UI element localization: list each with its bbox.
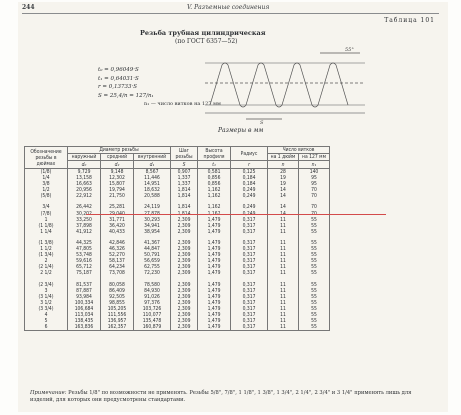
table-cell: 0,249	[231, 193, 268, 199]
table-cell: 0,317	[231, 282, 268, 288]
table-cell: 30,202	[68, 211, 101, 217]
table-cell: 46,326	[101, 246, 134, 252]
table-cell: 4	[25, 312, 68, 318]
thread-profile-figure	[200, 43, 370, 125]
table-cell: 55	[299, 294, 330, 300]
table-cell: 1,479	[198, 240, 231, 246]
table-cell: 1	[25, 217, 68, 223]
table-cell: 2 1/2	[25, 270, 68, 276]
table-cell: 95	[299, 181, 330, 187]
table-cell: 1 1/4	[25, 229, 68, 235]
table-cell: 0,317	[231, 294, 268, 300]
table-cell: 70	[299, 211, 330, 217]
table-cell: 37,898	[68, 223, 101, 229]
table-cell: 1,479	[198, 223, 231, 229]
table-cell: 0,907	[171, 169, 198, 176]
table-cell: 19,794	[101, 187, 134, 193]
table-cell: 19	[268, 175, 299, 181]
table-cell: 3/8	[25, 181, 68, 187]
table-cell: 11	[268, 312, 299, 318]
table-cell: 11	[268, 217, 299, 223]
table-cell: 1,479	[198, 270, 231, 276]
table-cell: 0,317	[231, 252, 268, 258]
table-cell: 24,119	[134, 204, 171, 210]
formula-t0: t₀ = 0,96049·S	[98, 67, 139, 73]
note-text: Резьбы 1/8" по возможности не применять. Резьбы 5/8", 7/8", 1 1/8", 1 3/8", 1 3/4", 2 1/4", 2 3/4" и 3 1/4" применять лишь для изделий, для которых они предусмотрены стандартами.	[30, 390, 412, 403]
table-cell: 14	[268, 211, 299, 217]
table-cell: 0,317	[231, 229, 268, 235]
table-cell: 11	[268, 270, 299, 276]
table-cell: 81,537	[68, 282, 101, 288]
table-cell: 13,158	[68, 175, 101, 181]
table-cell: 1,479	[198, 318, 231, 324]
table-cell: 1,479	[198, 288, 231, 294]
col-diameter: Диаметр резьбы	[68, 147, 171, 154]
table-cell: 11	[268, 264, 299, 270]
col-turns: Число витков	[268, 147, 330, 154]
table-cell: 1,479	[198, 246, 231, 252]
table-cell: 5	[25, 318, 68, 324]
table-cell: 0,317	[231, 223, 268, 229]
table-cell: 80,058	[101, 282, 134, 288]
col-radius: Радиус	[231, 147, 268, 161]
dimensions-caption: Размеры в мм	[218, 127, 264, 134]
table-cell: 86,409	[101, 288, 134, 294]
figure-label-s: S	[260, 120, 264, 125]
table-cell: 56,659	[134, 258, 171, 264]
table-cell: 1,479	[198, 306, 231, 312]
table-cell: 55	[299, 258, 330, 264]
table-cell: 0,317	[231, 258, 268, 264]
table-cell: 11	[268, 223, 299, 229]
table-cell: (5/8)	[25, 193, 68, 199]
table-cell: 106,684	[68, 306, 101, 312]
table-cell: 14	[268, 187, 299, 193]
table-cell: 0,249	[231, 187, 268, 193]
table-cell: 2,309	[171, 294, 198, 300]
table-cell: 55	[299, 318, 330, 324]
table-cell: 1,162	[198, 204, 231, 210]
table-cell: 44,325	[68, 240, 101, 246]
table-cell: (1/8)	[25, 169, 68, 176]
table-cell: 31,771	[101, 217, 134, 223]
table-cell: 162,357	[101, 324, 134, 331]
table-cell: 2,309	[171, 252, 198, 258]
table-cell: 25,281	[101, 204, 134, 210]
col-per-127: на 127 мм	[299, 154, 330, 161]
table-cell: 53,748	[68, 252, 101, 258]
table-cell: 58,137	[101, 258, 134, 264]
table-cell: 2,309	[171, 223, 198, 229]
table-cell: 2,309	[171, 229, 198, 235]
table-cell: 2,309	[171, 282, 198, 288]
table-cell: 113,034	[68, 312, 101, 318]
table-cell: 20,956	[68, 187, 101, 193]
table-cell: 55	[299, 264, 330, 270]
table-cell: 140	[299, 169, 330, 176]
table-cell: 38,954	[134, 229, 171, 235]
table-cell: 11	[268, 258, 299, 264]
red-highlight-line	[86, 214, 386, 215]
table-cell: 1,479	[198, 312, 231, 318]
table-cell: (2 1/4)	[25, 264, 68, 270]
table-cell: 12,302	[101, 175, 134, 181]
table-cell: 2,309	[171, 288, 198, 294]
table-cell: (3 1/4)	[25, 294, 68, 300]
table-cell: 92,505	[101, 294, 134, 300]
table-cell: 1,479	[198, 252, 231, 258]
table-cell: 30,293	[134, 217, 171, 223]
table-cell: 11	[268, 318, 299, 324]
sym-t1: t₁	[198, 161, 231, 169]
table-cell: 100,334	[68, 300, 101, 306]
table-cell: 11	[268, 252, 299, 258]
table-cell: 11	[268, 300, 299, 306]
table-cell: 3 1/2	[25, 300, 68, 306]
table-cell: 1,479	[198, 217, 231, 223]
table-cell: 15,807	[101, 181, 134, 187]
table-cell: 55	[299, 240, 330, 246]
page-number: 244	[22, 4, 35, 11]
table-cell: 1/2	[25, 187, 68, 193]
table-cell: 0,317	[231, 324, 268, 331]
table-cell: 2,309	[171, 258, 198, 264]
table-cell: 55	[299, 229, 330, 235]
table-cell: 55	[299, 312, 330, 318]
table-cell: 9,729	[68, 169, 101, 176]
table-cell: 0,317	[231, 288, 268, 294]
table-cell: 11	[268, 324, 299, 331]
table-cell: 11	[268, 306, 299, 312]
table-cell: 1,479	[198, 264, 231, 270]
table-cell: 78,580	[134, 282, 171, 288]
col-per-inch: на 1 дюйм	[268, 154, 299, 161]
sym-n1: n₁	[299, 161, 330, 169]
table-cell: 2,309	[171, 217, 198, 223]
table-cell: 22,912	[68, 193, 101, 199]
table-cell: 11	[268, 282, 299, 288]
table-cell: 70	[299, 193, 330, 199]
table-cell: 14,951	[134, 181, 171, 187]
table-cell: 1,479	[198, 282, 231, 288]
table-cell: 55	[299, 223, 330, 229]
table-cell: 0,249	[231, 204, 268, 210]
section-title: V. Разъемные соединения	[187, 4, 270, 11]
table-cell: 36,420	[101, 223, 134, 229]
table-cell: 160,879	[134, 324, 171, 331]
table-cell: 55	[299, 282, 330, 288]
table-cell: 84,930	[134, 288, 171, 294]
table-cell: (2 3/4)	[25, 282, 68, 288]
table-cell: 103,726	[134, 306, 171, 312]
table-cell: 14	[268, 204, 299, 210]
table-row	[25, 169, 330, 176]
table-cell: 55	[299, 288, 330, 294]
table-cell: 75,187	[68, 270, 101, 276]
table-cell: 1,162	[198, 211, 231, 217]
table-subtitle: (по ГОСТ 6357—52)	[175, 38, 238, 45]
table-cell: 50,791	[134, 252, 171, 258]
table-cell: 1,814	[171, 204, 198, 210]
table-cell: 2,309	[171, 270, 198, 276]
table-cell: 55	[299, 270, 330, 276]
table-cell: 91,026	[134, 294, 171, 300]
table-cell: 97,376	[134, 300, 171, 306]
table-label: Таблица 101	[384, 17, 435, 24]
table-cell: 2	[25, 258, 68, 264]
sym-r: r	[231, 161, 268, 169]
table-cell: 11	[268, 288, 299, 294]
table-cell: 111,556	[101, 312, 134, 318]
table-cell: 55	[299, 306, 330, 312]
table-cell: 70	[299, 187, 330, 193]
formula-t1: t₁ = 0,64031·S	[98, 75, 139, 82]
table-cell: 138,435	[68, 318, 101, 324]
formula-s: S = 25,4/n = 127/n₁	[98, 92, 154, 99]
table-cell: 62,755	[134, 264, 171, 270]
table-cell: 41,367	[134, 240, 171, 246]
table-cell: 0,317	[231, 217, 268, 223]
table-cell: 0,856	[198, 175, 231, 181]
table-cell: 44,847	[134, 246, 171, 252]
table-cell: 16,663	[68, 181, 101, 187]
table-cell: 0,125	[231, 169, 268, 176]
table-cell: 42,846	[101, 240, 134, 246]
table-cell: 14	[268, 193, 299, 199]
table-cell: 0,317	[231, 246, 268, 252]
col-pitch: Шаг резьбы	[171, 147, 198, 161]
table-cell: 95	[299, 175, 330, 181]
table-cell: 1,337	[171, 181, 198, 187]
table-cell: 33,250	[68, 217, 101, 223]
table-body	[25, 169, 330, 331]
table-cell: 98,855	[101, 300, 134, 306]
table-cell: 1,814	[171, 211, 198, 217]
table-cell: 55	[299, 300, 330, 306]
table-cell: 52,270	[101, 252, 134, 258]
table-cell: 1/4	[25, 175, 68, 181]
table-cell: 55	[299, 252, 330, 258]
formula-note: n₁ — число витков на 127 мм	[144, 101, 221, 107]
table-cell: 34,941	[134, 223, 171, 229]
table-cell: 1 1/2	[25, 246, 68, 252]
table-cell: 11	[268, 294, 299, 300]
table-cell: 55	[299, 217, 330, 223]
table-cell: 0,317	[231, 240, 268, 246]
thread-spec-table	[24, 146, 330, 331]
table-cell: 0,249	[231, 211, 268, 217]
table-cell: 70	[299, 204, 330, 210]
note-lead: Примечание:	[30, 390, 67, 396]
table-cell: 29,040	[101, 211, 134, 217]
table-cell: 2,309	[171, 306, 198, 312]
table-cell: 0,581	[198, 169, 231, 176]
table-cell: 135,478	[134, 318, 171, 324]
table-cell: 40,433	[101, 229, 134, 235]
table-cell: 1,479	[198, 324, 231, 331]
table-cell: 0,317	[231, 264, 268, 270]
table-cell: 0,184	[231, 175, 268, 181]
table-cell: (1 3/4)	[25, 252, 68, 258]
table-cell: 110,077	[134, 312, 171, 318]
table-cell: 11,446	[134, 175, 171, 181]
table-cell: 55	[299, 324, 330, 331]
table-cell: 65,712	[68, 264, 101, 270]
table-cell: 1,479	[198, 294, 231, 300]
table-cell: 2,309	[171, 324, 198, 331]
table-cell: 1,479	[198, 258, 231, 264]
table-cell: 64,234	[101, 264, 134, 270]
table-cell: 2,309	[171, 318, 198, 324]
table-cell: (1 1/8)	[25, 223, 68, 229]
table-cell: 9,148	[101, 169, 134, 176]
table-cell: 2,309	[171, 240, 198, 246]
table-cell: 21,750	[101, 193, 134, 199]
table-cell: 163,836	[68, 324, 101, 331]
table-cell: (3 3/4)	[25, 306, 68, 312]
table-cell: 18,632	[134, 187, 171, 193]
col-middle: средний	[101, 154, 134, 161]
table-cell: 3	[25, 288, 68, 294]
sym-d1: d₁	[134, 161, 171, 169]
table-cell: 2,309	[171, 246, 198, 252]
table-cell: 0,317	[231, 312, 268, 318]
table-cell: 0,317	[231, 318, 268, 324]
sym-n: n	[268, 161, 299, 169]
table-cell: 0,856	[198, 181, 231, 187]
table-note	[30, 390, 430, 404]
table-cell: 136,957	[101, 318, 134, 324]
table-cell: 2,309	[171, 312, 198, 318]
table-cell: 55	[299, 246, 330, 252]
table-cell: 72,230	[134, 270, 171, 276]
table-cell: 1,337	[171, 175, 198, 181]
table-cell: 11	[268, 229, 299, 235]
table-cell: 1,814	[171, 187, 198, 193]
table-cell: 19	[268, 181, 299, 187]
col-height: Высота профиля	[198, 147, 231, 161]
sym-d2: d₂	[101, 161, 134, 169]
formula-r: r = 0,13733·S	[98, 84, 137, 90]
table-cell: 2,309	[171, 264, 198, 270]
col-outer: наружный	[68, 154, 101, 161]
table-cell: (1 3/8)	[25, 240, 68, 246]
table-cell: 26,442	[68, 204, 101, 210]
table-cell: 1,162	[198, 193, 231, 199]
table-cell: 87,887	[68, 288, 101, 294]
col-designation: Обозначение резьбы в дюймах	[25, 147, 68, 169]
table-cell: 11	[268, 246, 299, 252]
table-cell: 1,162	[198, 187, 231, 193]
table-cell: 1,479	[198, 300, 231, 306]
table-cell: 2,309	[171, 300, 198, 306]
table-cell: 1,479	[198, 229, 231, 235]
table-cell: 8,567	[134, 169, 171, 176]
table-cell: 20,588	[134, 193, 171, 199]
col-inner: внутренний	[134, 154, 171, 161]
table-cell: (7/8)	[25, 211, 68, 217]
table-cell: 27,878	[134, 211, 171, 217]
table-cell: 93,984	[68, 294, 101, 300]
sym-d0: d₀	[68, 161, 101, 169]
table-row	[25, 324, 330, 331]
table-cell: 0,317	[231, 306, 268, 312]
figure-label-angle: 55°	[345, 47, 354, 53]
header-rule	[22, 13, 439, 14]
sym-s: S	[171, 161, 198, 169]
table-cell: 59,616	[68, 258, 101, 264]
table-cell: 28	[268, 169, 299, 176]
table-title: Резьба трубная цилиндрическая	[140, 29, 266, 37]
table-cell: 3/4	[25, 204, 68, 210]
table-cell: 0,317	[231, 300, 268, 306]
table-cell: 47,805	[68, 246, 101, 252]
table-cell: 6	[25, 324, 68, 331]
table-cell: 105,205	[101, 306, 134, 312]
table-cell: 1,814	[171, 193, 198, 199]
table-cell: 0,317	[231, 270, 268, 276]
table-cell: 41,912	[68, 229, 101, 235]
table-cell: 11	[268, 240, 299, 246]
table-cell: 0,184	[231, 181, 268, 187]
table-cell: 73,708	[101, 270, 134, 276]
